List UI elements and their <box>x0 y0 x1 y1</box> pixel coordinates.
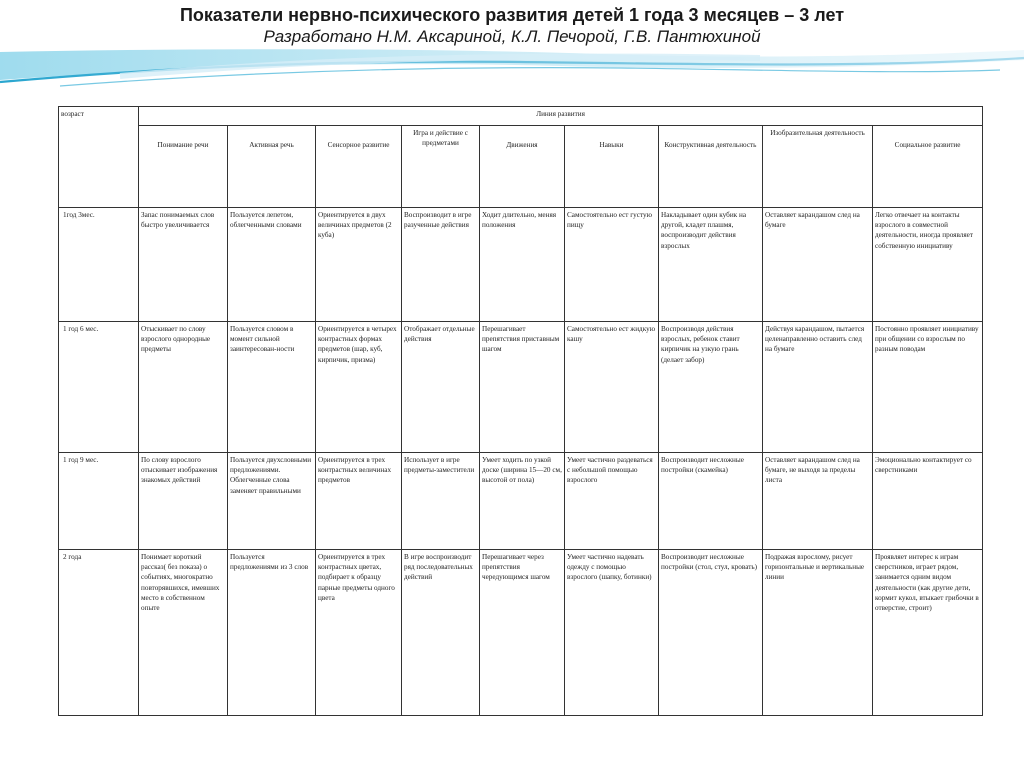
table-cell: В игре воспроизводит ряд последовательных действий <box>402 550 480 716</box>
table-cell: Запас понимаемых слов быстро увеличивается <box>139 208 228 322</box>
column-header: Навыки <box>565 126 659 208</box>
table-cell: Ориентируется в двух величинах предметов (2 куба) <box>316 208 402 322</box>
table-cell: Ориентируется в трех контрастных величинах предметов <box>316 453 402 550</box>
column-header: Изобразительная деятельность <box>763 126 873 208</box>
table-row <box>59 208 983 322</box>
table-row <box>59 322 983 453</box>
table-cell: Ходит длительно, меняя положения <box>480 208 565 322</box>
table-cell: Самостоятельно ест густую пищу <box>565 208 659 322</box>
table-row <box>59 550 983 716</box>
page-title: Показатели нервно-психического развития детей 1 года 3 месяцев – 3 лет <box>179 5 845 25</box>
table-cell: Воспроизводя действия взрослых, ребенок ставит кирпичик на узкую грань (делает забор) <box>659 322 763 453</box>
table-cell: Использует в игре предметы-заместители <box>402 453 480 550</box>
table-cell: Подражая взрослому, рисует горизонтальные и вертикальные линии <box>763 550 873 716</box>
table-cell: Действуя карандашом, пытается целенаправленно оставить след на бумаге <box>763 322 873 453</box>
table-cell: Перешагивает через препятствия чередующимся шагом <box>480 550 565 716</box>
table-cell: Постоянно проявляет инициативу при общении со взрослым по разным поводам <box>873 322 983 453</box>
table-cell: Оставляет карандашом след на бумаге <box>763 208 873 322</box>
page-subtitle: Разработано Н.М. Аксариной, К.Л. Печорой, Г.В. Пантюхиной <box>263 27 761 46</box>
table-cell: Накладывает один кубик на другой, кладет плашмя, воспроизводит действия взрослых <box>659 208 763 322</box>
age-header: возраст <box>59 107 139 208</box>
column-header: Конструктивная деятельность <box>659 126 763 208</box>
table-cell: Ориентируется в четырех контрастных формах предметов (шар, куб, кирпичик, призма) <box>316 322 402 453</box>
table-cell: Пользуется предложениями из 3 слов <box>228 550 316 716</box>
table-cell: По слову взрослого отыскивает изображения знакомых действий <box>139 453 228 550</box>
table-cell: Воспроизводит несложные постройки (стол, стул, кровать) <box>659 550 763 716</box>
table-cell: Пользуется словом в момент сильной заинтересован-ности <box>228 322 316 453</box>
table-cell: Перешагивает препятствия приставным шагом <box>480 322 565 453</box>
column-header: Понимание речи <box>139 126 228 208</box>
table-cell: Умеет частично надевать одежду с помощью взрослого (шапку, ботинки) <box>565 550 659 716</box>
age-cell: 2 года <box>59 550 139 716</box>
table-cell: Легко отвечает на контакты взрослого в совместной деятельности, иногда проявляет собственную инициативу <box>873 208 983 322</box>
age-cell: 1 год 9 мес. <box>59 453 139 550</box>
table-cell: Отображает отдельные действия <box>402 322 480 453</box>
table-row <box>59 453 983 550</box>
table-cell: Пользуется лепетом, облегченными словами <box>228 208 316 322</box>
table-cell: Эмоционально контактирует со сверстниками <box>873 453 983 550</box>
table-cell: Воспроизводит несложные постройки (скамейка) <box>659 453 763 550</box>
development-table <box>58 106 983 716</box>
lines-header: Линия развития <box>139 107 983 126</box>
column-header: Социальное развитие <box>873 126 983 208</box>
table-cell: Умеет частично раздеваться с небольшой помощью взрослого <box>565 453 659 550</box>
age-cell: 1год 3мес. <box>59 208 139 322</box>
table-cell: Ориентируется в трех контрастных цветах, подбирает к образцу парные предметы одного цвета <box>316 550 402 716</box>
decorative-wave-banner <box>0 46 1024 90</box>
column-header: Игра и действие с предметами <box>402 126 480 208</box>
column-header: Движения <box>480 126 565 208</box>
table-cell: Оставляет карандашом след на бумаге, не выходя за пределы листа <box>763 453 873 550</box>
table-cell: Проявляет интерес к играм сверстников, играет рядом, занимается одним видом деятельности (как другие дети, кормит кукол, втыкает грибочки в отверстие, строит) <box>873 550 983 716</box>
table-cell: Пользуется двухсловными предложениями. Облегченные слова заменяет правильными <box>228 453 316 550</box>
age-cell: 1 год 6 мес. <box>59 322 139 453</box>
table-cell: Отыскивает по слову взрослого однородные предметы <box>139 322 228 453</box>
column-header: Сенсорное развитие <box>316 126 402 208</box>
table-cell: Самостоятельно ест жидкую кашу <box>565 322 659 453</box>
column-header: Активная речь <box>228 126 316 208</box>
table-cell: Умеет ходить по узкой доске (ширина 15—20 см, высотой от пола) <box>480 453 565 550</box>
table-cell: Понимает короткий рассказ( без показа) о событиях, многократно повторявшихся, имевших место в собственном опыте <box>139 550 228 716</box>
table-cell: Воспроизводит в игре разученные действия <box>402 208 480 322</box>
